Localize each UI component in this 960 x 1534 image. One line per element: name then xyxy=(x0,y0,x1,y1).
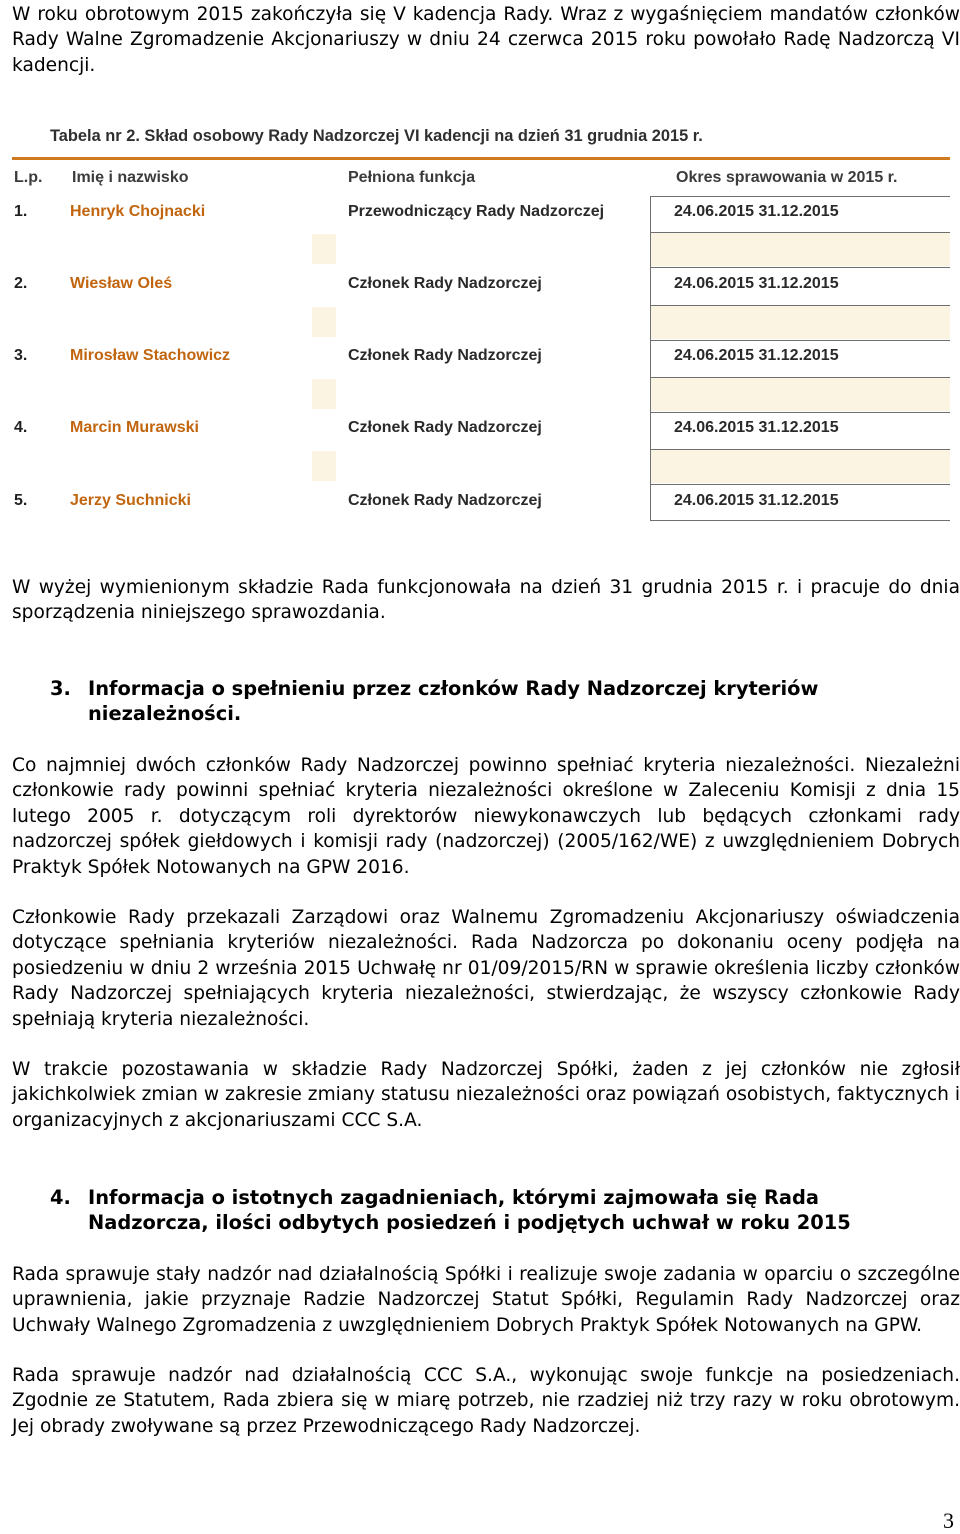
row-shade xyxy=(650,449,950,483)
row-number: 2. xyxy=(14,275,28,292)
member-function: Członek Rady Nadzorczej xyxy=(348,347,542,364)
member-function: Członek Rady Nadzorczej xyxy=(348,275,542,292)
row-shade xyxy=(650,377,950,411)
row-rule xyxy=(650,412,950,413)
member-name: Mirosław Stachowicz xyxy=(70,347,231,364)
row-rule xyxy=(650,377,950,378)
section-3-heading xyxy=(50,676,960,727)
row-shade xyxy=(312,307,336,337)
section-3-title-line2: niezależności. xyxy=(88,702,242,726)
row-rule xyxy=(650,196,950,197)
member-period: 24.06.2015 31.12.2015 xyxy=(674,347,839,364)
section-4-paragraph: Rada sprawuje nadzór nad działalnością CCC S.A., wykonując swoje funkcje na posiedzeniach. Zgodnie ze Statutem, Rada zbiera się w miarę potrzeb, nie rzadziej niż trzy razy w roku obrotowym. Jej obrady zwoływane są przez Przewodniczącego Rady Nadzorczej. xyxy=(12,1365,960,1437)
row-rule xyxy=(650,484,950,485)
row-number: 4. xyxy=(14,419,28,436)
row-shade xyxy=(312,234,336,264)
page-number: 3 xyxy=(943,1508,954,1533)
row-shade xyxy=(312,379,336,409)
section-3-number: 3. xyxy=(50,677,71,700)
member-function: Członek Rady Nadzorczej xyxy=(348,492,542,509)
member-function: Przewodniczący Rady Nadzorczej xyxy=(348,203,605,220)
member-period: 24.06.2015 31.12.2015 xyxy=(674,492,839,509)
section-3-paragraph: Członkowie Rady przekazali Zarządowi oraz Walnemu Zgromadzeniu Akcjonariuszy oświadczenia dotyczące spełniania kryteriów niezależności. Rada Nadzorcza po dokonaniu oceny podjęła na posiedzeniu w dniu 2 września 2015 Uchwałę nr 01/09/2015/RN w sprawie określenia liczby członków Rady Nadzorczej spełniających kryteria niezależności, stwierdzając, że wszyscy członkowie Rady spełniają kryteria niezależności. xyxy=(12,907,960,1030)
section-4-paragraph: Rada sprawuje stały nadzór nad działalnością Spółki i realizuje swoje zadania w oparciu o szczególne uprawnienia, jakie przyznaje Radzie Nadzorczej Statut Spółki, Regulamin Rady Nadzorczej oraz Uchwały Walnego Zgromadzenia z uwzględnieniem Dobrych Praktyk Spółek Notowanych na GPW. xyxy=(12,1264,960,1336)
member-name: Henryk Chojnacki xyxy=(70,203,206,220)
row-number: 3. xyxy=(14,347,28,364)
row-shade xyxy=(650,305,950,339)
section-3-title-line1: Informacja o spełnieniu przez członków Rady Nadzorczej kryteriów xyxy=(88,677,819,700)
row-rule xyxy=(650,305,950,306)
header-lp: L.p. xyxy=(14,169,43,186)
header-period: Okres sprawowania w 2015 r. xyxy=(676,169,898,186)
row-shade xyxy=(312,451,336,481)
section-4-heading xyxy=(50,1185,960,1236)
column-rule xyxy=(650,196,651,520)
intro-paragraph: W roku obrotowym 2015 zakończyła się V kadencja Rady. Wraz z wygaśnięciem mandatów członków Rady Walne Zgromadzenie Akcjonariuszy w dniu 24 czerwca 2015 roku powołało Radę Nadzorczą VI kadencji. xyxy=(12,4,960,76)
after-table-paragraph: W wyżej wymienionym składzie Rada funkcjonowała na dzień 31 grudnia 2015 r. i pracuje do dnia sporządzenia niniejszego sprawozdania. xyxy=(12,577,960,624)
section-3-paragraph: Co najmniej dwóch członków Rady Nadzorczej powinno spełniać kryteria niezależności. Niezależni członkowie rady powinni spełniać kryteria niezależności określone w Zaleceniu Komisji z dnia 15 lutego 2005 r. dotyczącym roli dyrektorów niewykonawczych lub będących członkami rady nadzorczej spółek giełdowych i komisji rady (nadzorczej) (2005/162/WE) z uwzględnieniem Dobrych Praktyk Spółek Notowanych na GPW 2016. xyxy=(12,755,960,878)
section-4-title-line1: Informacja o istotnych zagadnieniach, którymi zajmowała się Rada xyxy=(88,1186,819,1209)
member-period: 24.06.2015 31.12.2015 xyxy=(674,275,839,292)
table-top-rule xyxy=(12,157,950,160)
member-name: Jerzy Suchnicki xyxy=(70,492,191,509)
row-rule xyxy=(650,232,950,233)
row-rule xyxy=(650,267,950,268)
section-4-number: 4. xyxy=(50,1186,71,1209)
member-name: Wiesław Oleś xyxy=(70,275,173,292)
row-rule xyxy=(650,520,950,521)
section-3-paragraph: W trakcie pozostawania w składzie Rady Nadzorczej Spółki, żaden z jej członków nie zgłosił jakichkolwiek zmian w zakresie zmiany statusu niezależności oraz powiązań osobistych, faktycznych i organizacyjnych z akcjonariuszami CCC S.A. xyxy=(12,1059,960,1131)
table-caption: Tabela nr 2. Skład osobowy Rady Nadzorczej VI kadencji na dzień 31 grudnia 2015 r. xyxy=(50,127,703,145)
row-rule xyxy=(650,449,950,450)
row-number: 5. xyxy=(14,492,28,509)
row-rule xyxy=(650,340,950,341)
member-period: 24.06.2015 31.12.2015 xyxy=(674,419,839,436)
row-shade xyxy=(650,232,950,266)
member-function: Członek Rady Nadzorczej xyxy=(348,419,542,436)
header-name: Imię i nazwisko xyxy=(72,169,189,186)
member-period: 24.06.2015 31.12.2015 xyxy=(674,203,839,220)
member-name: Marcin Murawski xyxy=(70,419,199,436)
header-function: Pełniona funkcja xyxy=(348,169,476,186)
section-4-title-line2: Nadzorcza, ilości odbytych posiedzeń i podjętych uchwał w roku 2015 xyxy=(88,1211,851,1235)
row-number: 1. xyxy=(14,203,28,220)
